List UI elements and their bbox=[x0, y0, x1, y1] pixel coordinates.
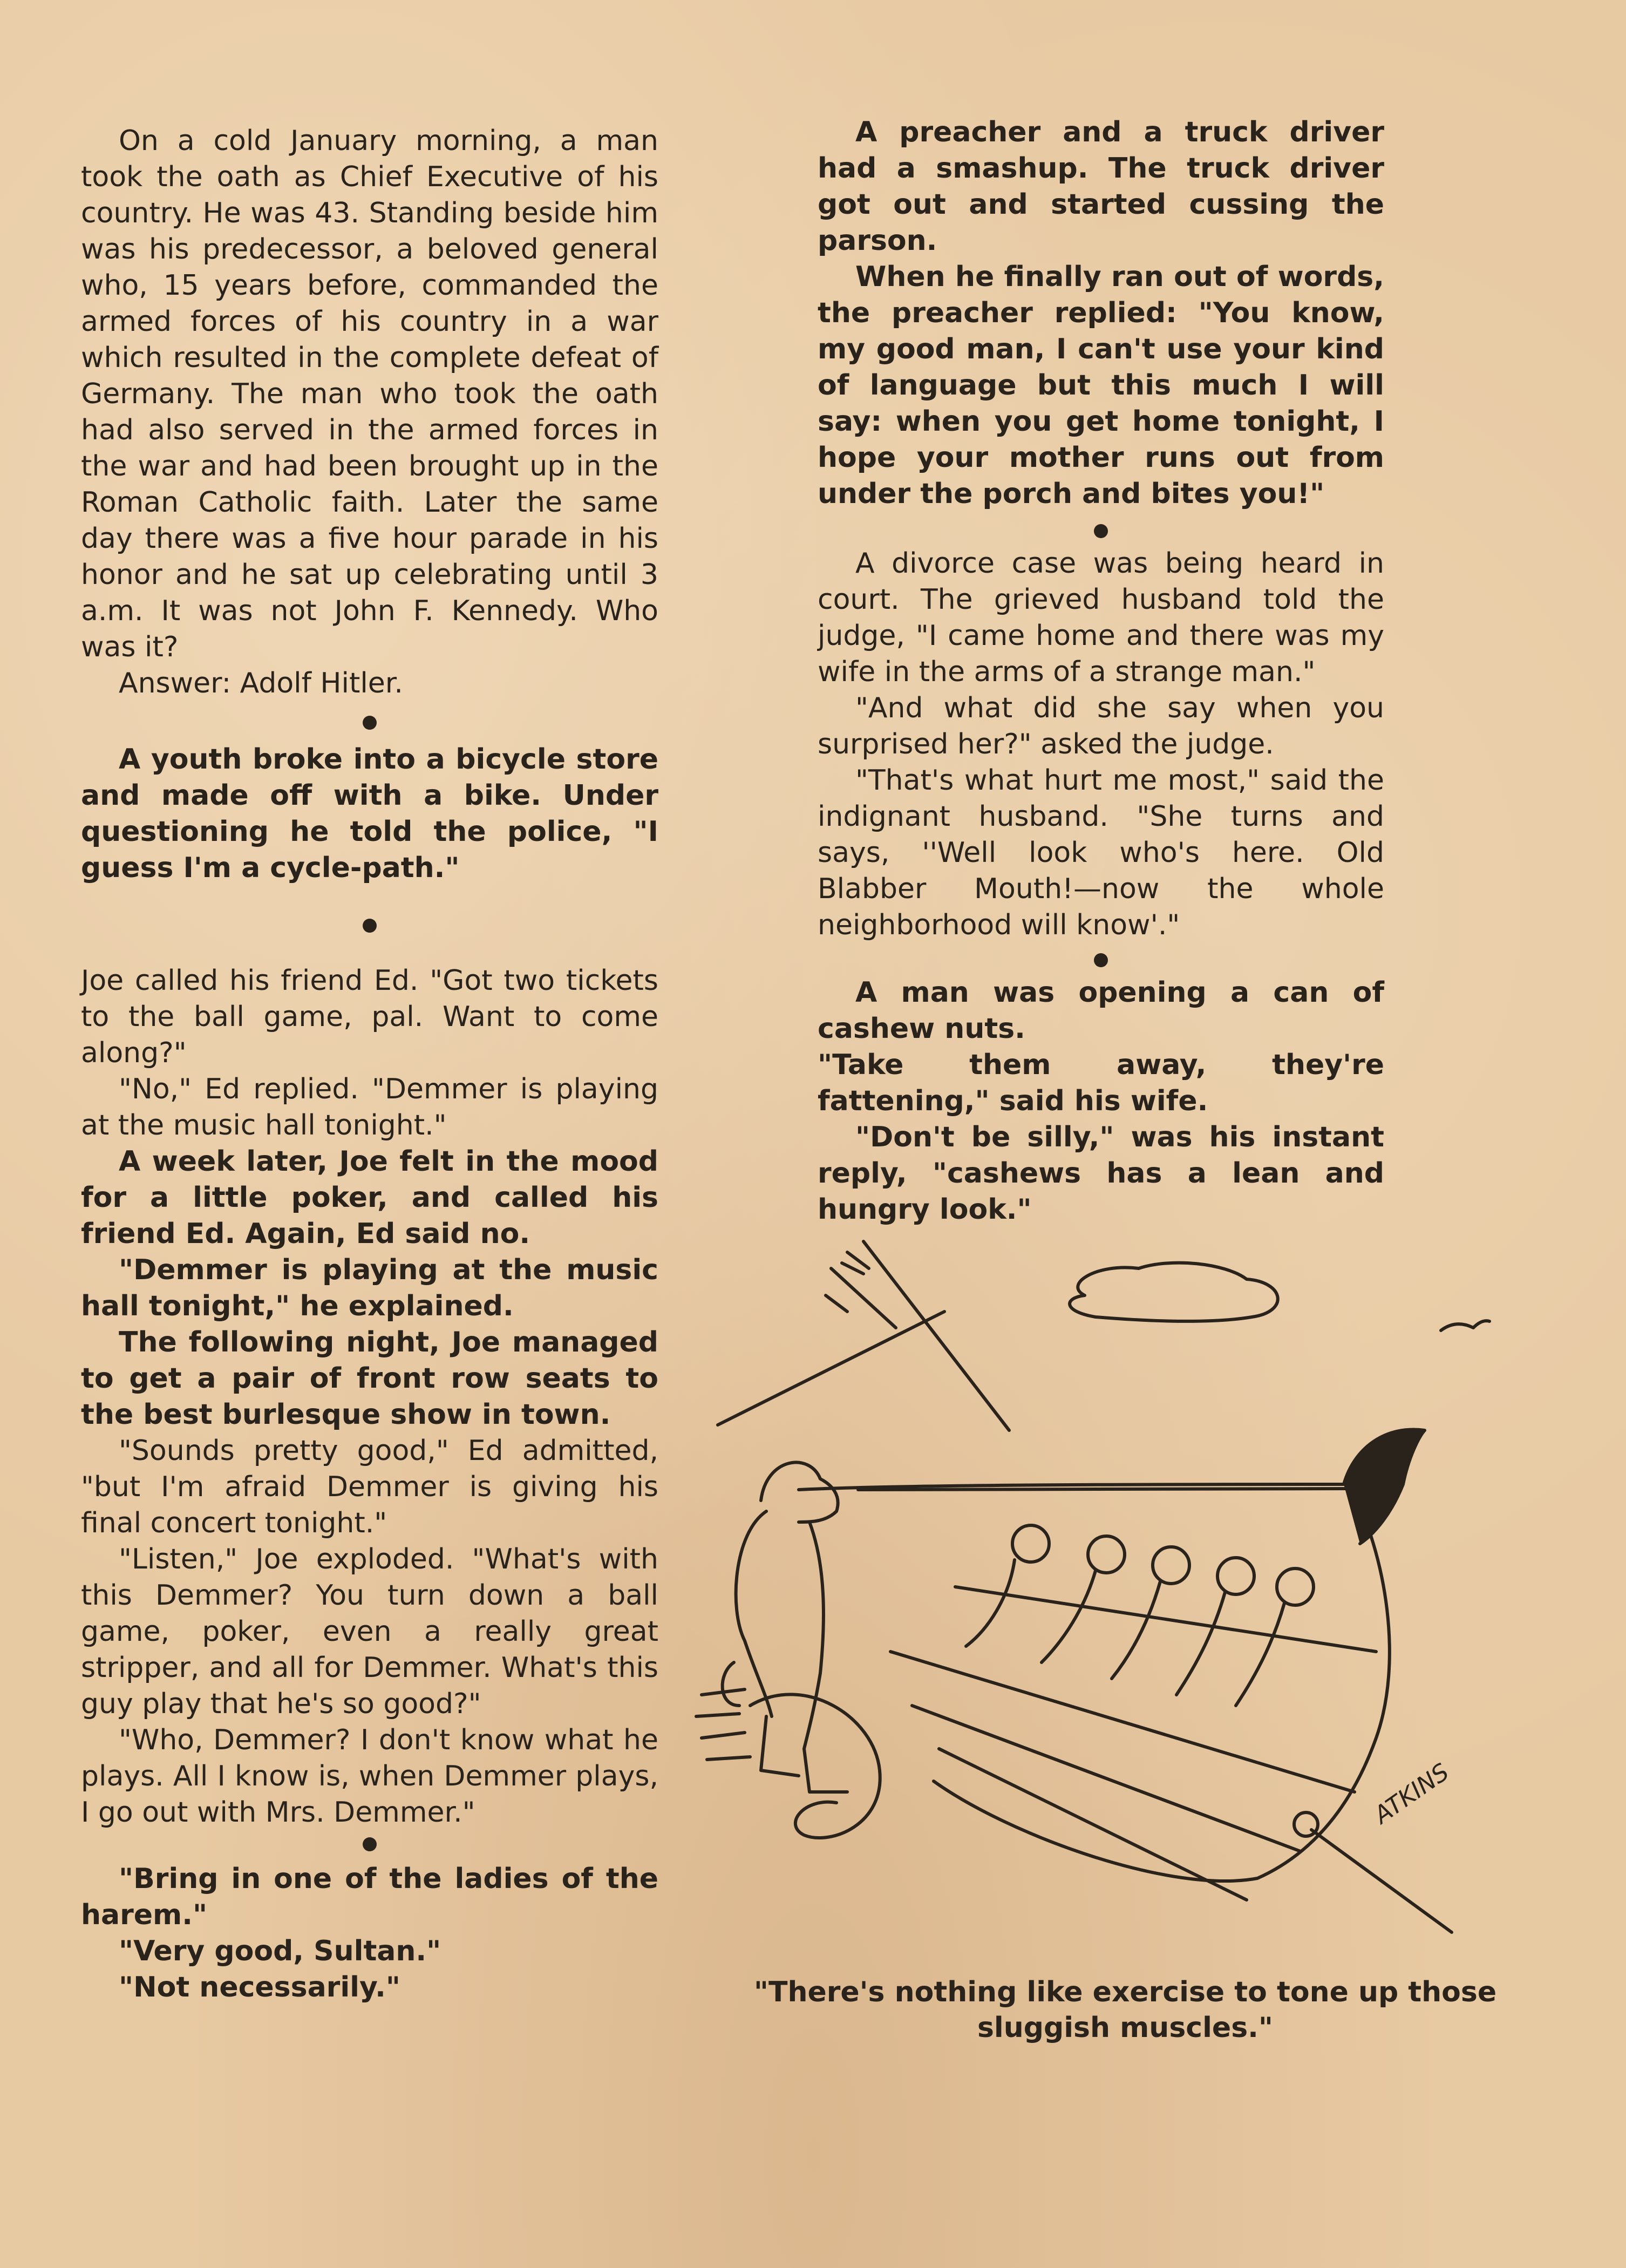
overseer-figure bbox=[723, 1462, 880, 1838]
joke-paragraph: "Listen," Joe exploded. "What's with this Demmer? You turn down a ball game, poker, even a really great stripper, and all for Demmer. What's this guy play that he's so good?" bbox=[81, 1543, 658, 1720]
oar bbox=[890, 1652, 1355, 1792]
separator-bullet bbox=[1094, 953, 1108, 967]
oar bbox=[955, 1587, 1376, 1652]
oar bbox=[939, 1749, 1247, 1900]
joke-paragraph: When he finally ran out of words, the preacher replied: "You know, my good man, I can't use your kind of language but this much I will say: when you get home tonight, I hope your mother runs out from under the porch and bites you!" bbox=[818, 261, 1384, 510]
joke-paragraph: A man was opening a can of cashew nuts. bbox=[818, 976, 1384, 1045]
sail-rope-line bbox=[831, 1268, 896, 1328]
preacher-joke bbox=[818, 114, 1384, 512]
joke-paragraph: On a cold January morning, a man took the oath as Chief Executive of his country. He was 43. Standing beside him was his predecessor, a beloved general who, 15 years before, commanded the armed forces of his country in a war which resulted in the complete defeat of Germany. The man who took the oath had also served in the armed forces in the war and had been brought up in the Roman Catholic faith. Later the same day there was a five hour parade in his honor and he sat up celebrating until 3 a.m. It was not John F. Kennedy. Who was it? bbox=[81, 125, 658, 663]
joke-paragraph: A preacher and a truck driver had a smashup. The truck driver got out and started cussing the parson. bbox=[818, 116, 1384, 257]
divorce-joke bbox=[818, 546, 1384, 943]
joke-paragraph: Joe called his friend Ed. "Got two tickets to the ball game, pal. Want to come along?" bbox=[81, 965, 658, 1069]
ship-deck-line bbox=[858, 1489, 1355, 1490]
joke-paragraph: "Very good, Sultan." bbox=[119, 1935, 441, 1967]
separator-bullet bbox=[363, 919, 377, 933]
president-riddle-joke bbox=[81, 123, 658, 702]
cashew-joke bbox=[818, 975, 1384, 1228]
whip bbox=[750, 1694, 880, 1838]
sail-rope-line bbox=[863, 1241, 1009, 1430]
ship-bow bbox=[1344, 1429, 1425, 1544]
caption-line: sluggish muscles." bbox=[977, 2012, 1273, 2044]
oar-handle bbox=[1311, 1830, 1452, 1932]
right-column bbox=[818, 114, 1384, 1228]
cloud bbox=[1070, 1263, 1278, 1321]
joke-paragraph: "Demmer is playing at the music hall tonight," he explained. bbox=[81, 1254, 658, 1322]
separator-bullet bbox=[363, 1837, 377, 1851]
harem-joke bbox=[81, 1861, 658, 2006]
joke-paragraph: "Take them away, they're fattening," said his wife. bbox=[818, 1049, 1384, 1117]
separator-bullet bbox=[363, 716, 377, 730]
separator-bullet bbox=[1094, 524, 1108, 538]
ship-hull bbox=[799, 1484, 1390, 1881]
joke-paragraph: A youth broke into a bicycle store and made off with a bike. Under questioning he told the police, "I guess I'm a cycle-path." bbox=[81, 743, 658, 884]
sail-rope-line bbox=[718, 1312, 944, 1425]
joke-paragraph: A divorce case was being heard in court. The grieved husband told the judge, "I came home and there was my wife in the arms of a strange man." bbox=[818, 547, 1384, 688]
cartoon-caption bbox=[750, 1974, 1500, 2046]
joke-paragraph: "No," Ed replied. "Demmer is playing at the music hall tonight." bbox=[81, 1073, 658, 1142]
joke-answer: Answer: Adolf Hitler. bbox=[119, 667, 403, 700]
joke-paragraph: "Bring in one of the ladies of the harem." bbox=[81, 1863, 658, 1931]
joke-paragraph: "Sounds pretty good," Ed admitted, "but I'm afraid Demmer is giving his final concert tonight." bbox=[81, 1435, 658, 1539]
joke-paragraph: A week later, Joe felt in the mood for a little poker, and called his friend Ed. Again, Ed said no. bbox=[81, 1145, 658, 1250]
joke-paragraph: "Who, Demmer? I don't know what he plays. All I know is, when Demmer plays, I go out with Mrs. Demmer." bbox=[81, 1724, 658, 1829]
joke-paragraph: "Not necessarily." bbox=[119, 1971, 400, 2004]
galley-cartoon bbox=[685, 1231, 1495, 1954]
joke-paragraph: "That's what hurt me most," said the indignant husband. "She turns and says, ''Well look who's here. Old Blabber Mouth!—now the whole neighborhood will know'." bbox=[818, 764, 1384, 941]
bird bbox=[1441, 1321, 1489, 1330]
joke-paragraph: "And what did she say when you surprised her?" asked the judge. bbox=[818, 692, 1384, 760]
joke-paragraph: The following night, Joe managed to get a pair of front row seats to the best burlesque show in town. bbox=[81, 1326, 658, 1431]
left-column bbox=[81, 123, 658, 2006]
cycle-path-joke bbox=[81, 742, 658, 886]
caption-line: "There's nothing like exercise to tone up those bbox=[753, 1976, 1497, 2008]
demmer-joke bbox=[81, 963, 658, 1831]
artist-signature: ATKINS bbox=[1369, 1758, 1454, 1830]
joke-paragraph: "Don't be silly," was his instant reply, "cashews has a lean and hungry look." bbox=[818, 1121, 1384, 1226]
